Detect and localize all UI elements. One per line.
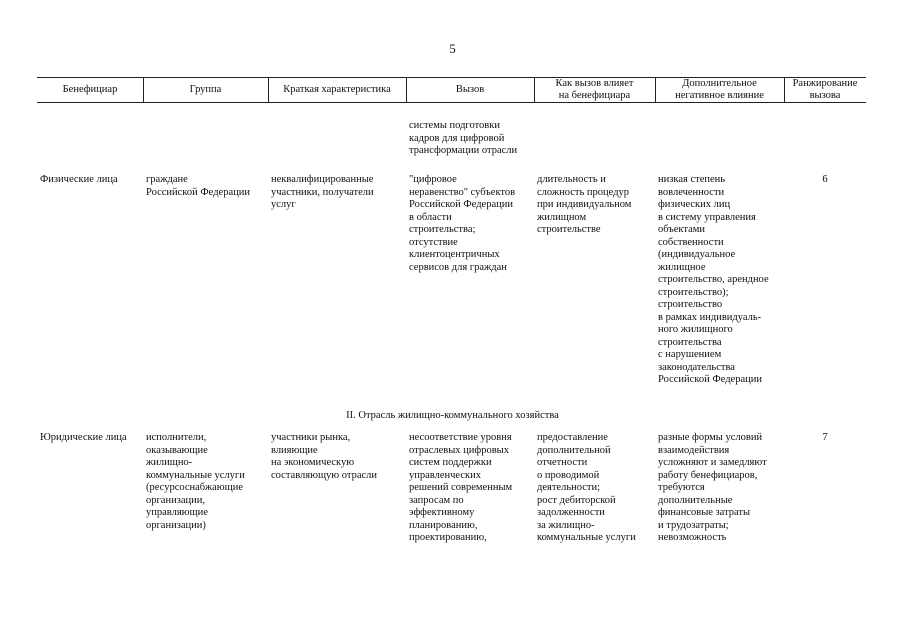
- table-cell-additional: разные формы условий взаимодействия усложняют и замедляют работу бенефициаров, требуются дополнительные финансовые затраты и трудозатраты; невозможность: [658, 432, 767, 543]
- table-cell-challenge: "цифровое неравенство" субъектов Российской Федерации в области строительства; отсутствие клиентоцентричных сервисов для граждан: [409, 174, 516, 273]
- page-number: 5: [449, 41, 456, 56]
- table-cell-ranking: 6: [822, 174, 828, 185]
- column-header-beneficiary: [37, 77, 143, 102]
- column-header-label: Как вызов влияет на бенефициара: [555, 78, 634, 101]
- table-cell-summary: неквалифицированные участники, получатели услуг: [271, 174, 374, 210]
- column-header-impact: [534, 77, 655, 102]
- column-header-label: Вызов: [455, 83, 485, 95]
- column-header-label: Ранжирование вызова: [792, 78, 858, 101]
- column-header-label: Дополнительное негативное влияние: [675, 78, 764, 101]
- column-header-ranking: [784, 77, 866, 102]
- table-cell-beneficiary: Юридические лица: [40, 432, 127, 443]
- column-header-label: Краткая характеристика: [283, 83, 391, 95]
- table-cell-beneficiary: Физические лица: [40, 174, 118, 185]
- continuation-challenge-cell: системы подготовки кадров для цифровой трансформации отрасли: [409, 120, 518, 156]
- column-header-group: [143, 77, 268, 102]
- table-cell-additional: низкая степень вовлеченности физических лиц в систему управления объектами собственности (индивидуальное жилищное строительство, арендное строительство); строительство в рамках индивидуаль- ного жилищного строительства с нарушением законодательства Российской Федерации: [658, 174, 769, 385]
- table-cell-group: исполнители, оказывающие жилищно- коммунальные услуги (ресурсоснабжающие организации, управляющие организации): [146, 432, 245, 531]
- table-cell-impact: предоставление дополнительной отчетности о проводимой деятельности; рост дебиторской задолженности за жилищно- коммунальные услуги: [537, 432, 636, 543]
- table-cell-impact: длительность и сложность процедур при индивидуальном жилищном строительстве: [537, 174, 632, 235]
- table-cell-summary: участники рынка, влияющие на экономическую составляющую отрасли: [271, 432, 378, 481]
- section-title: II. Отрасль жилищно-коммунального хозяйства: [346, 410, 559, 421]
- table-cell-group: граждане Российской Федерации: [146, 174, 250, 198]
- table-cell-ranking: 7: [822, 432, 828, 443]
- table-cell-challenge: несоответствие уровня отраслевых цифровых систем поддержки управленческих решений современным запросам по эффективному планированию, проектированию,: [409, 432, 513, 543]
- column-header-summary: [268, 77, 406, 102]
- column-header-label: Бенефициар: [62, 83, 118, 95]
- table-header-bottom-rule: [37, 102, 866, 103]
- column-header-label: Группа: [189, 83, 222, 95]
- column-header-additional: [655, 77, 784, 102]
- column-header-challenge: [406, 77, 534, 102]
